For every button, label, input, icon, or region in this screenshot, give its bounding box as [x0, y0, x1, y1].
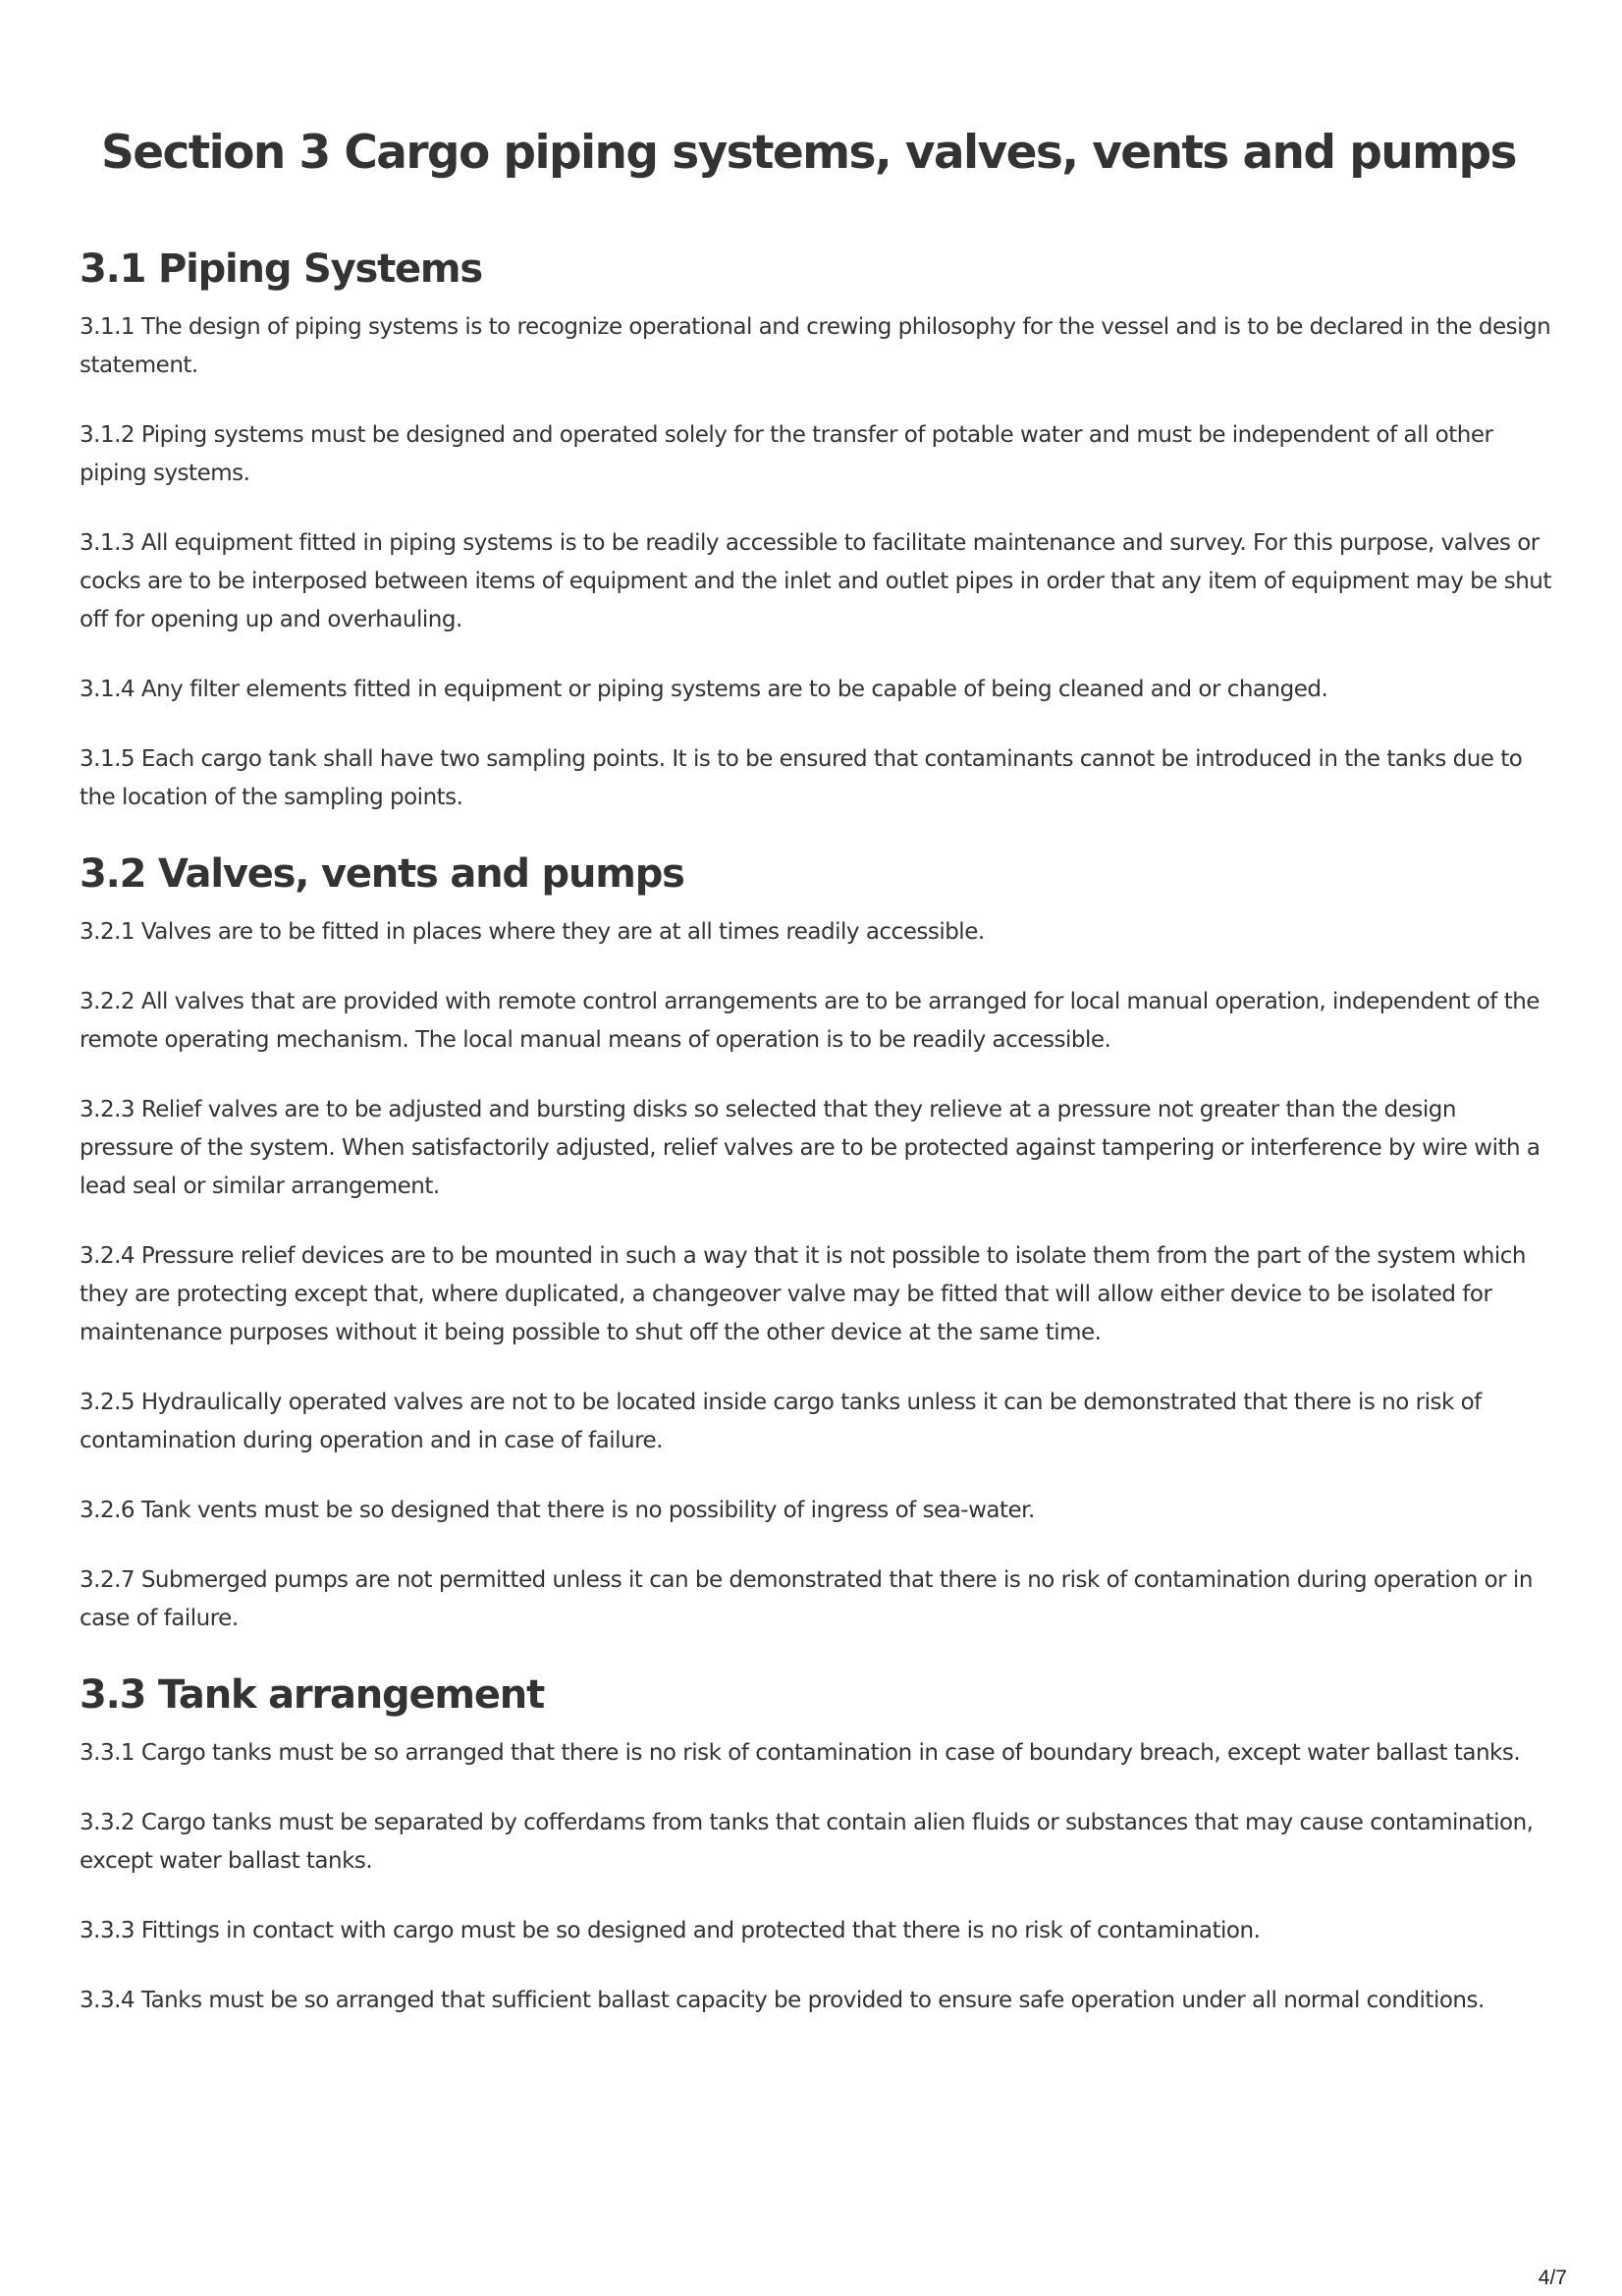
page-title: Section 3 Cargo piping systems, valves, vents and pumps	[101, 126, 1516, 180]
section-heading: 3.2 Valves, vents and pumps	[80, 851, 684, 897]
section-heading: 3.3 Tank arrangement	[80, 1672, 544, 1718]
paragraph-3-1-4: 3.1.4 Any filter elements fitted in equipment or piping systems are to be capable of being cleaned and or changed.	[80, 677, 1328, 702]
paragraph-3-2-5: 3.2.5 Hydraulically operated valves are not to be located inside cargo tanks unless it can be demonstrated that there is no risk of contamination during operation and in case of failure.	[80, 1390, 1482, 1453]
section-3-1	[80, 244, 1556, 817]
paragraph-3-2-2: 3.2.2 All valves that are provided with remote control arrangements are to be arranged for local manual operation, independent of the remote operating mechanism. The local manual means of operation is to be readily accessible.	[80, 989, 1540, 1053]
paragraph-3-2-6: 3.2.6 Tank vents must be so designed that there is no possibility of ingress of sea-water.	[80, 1498, 1035, 1523]
section-heading: 3.1 Piping Systems	[80, 246, 483, 292]
paragraph-3-1-3: 3.1.3 All equipment fitted in piping systems is to be readily accessible to facilitate maintenance and survey. For this purpose, valves or cocks are to be interposed between items of equipment and the inlet and outlet pipes in order that any item of equipment may be shut off for opening up and overhauling.	[80, 530, 1551, 632]
paragraph-3-3-4: 3.3.4 Tanks must be so arranged that sufficient ballast capacity be provided to ensure safe operation under all normal conditions.	[80, 1988, 1485, 2013]
paragraph-3-2-7: 3.2.7 Submerged pumps are not permitted unless it can be demonstrated that there is no risk of contamination during operation or in case of failure.	[80, 1567, 1533, 1631]
paragraph-3-3-1: 3.3.1 Cargo tanks must be so arranged that there is no risk of contamination in case of boundary breach, except water ballast tanks.	[80, 1740, 1521, 1766]
section-3-3	[80, 1669, 1556, 2020]
paragraph-3-2-3: 3.2.3 Relief valves are to be adjusted and bursting disks so selected that they relieve at a pressure not greater than the design pressure of the system. When satisfactorily adjusted, relief valves are to be protected against tampering or interference by wire with a lead seal or similar arrangement.	[80, 1097, 1541, 1199]
paragraph-3-1-2: 3.1.2 Piping systems must be designed and operated solely for the transfer of potable water and must be independent of all other piping systems.	[80, 422, 1493, 486]
paragraph-3-2-4: 3.2.4 Pressure relief devices are to be mounted in such a way that it is not possible to isolate them from the part of the system which they are protecting except that, where duplicated, a changeover valve may be fitted that will allow either device to be isolated for maintenance purposes without it being possible to shut off the other device at the same time.	[80, 1243, 1526, 1345]
paragraph-3-2-1: 3.2.1 Valves are to be fitted in places where they are at all times readily accessible.	[80, 919, 985, 945]
paragraph-3-1-5: 3.1.5 Each cargo tank shall have two sampling points. It is to be ensured that contaminants cannot be introduced in the tanks due to the location of the sampling points.	[80, 746, 1523, 810]
document-body	[80, 244, 1556, 2051]
paragraph-3-3-3: 3.3.3 Fittings in contact with cargo must be so designed and protected that there is no risk of contamination.	[80, 1918, 1261, 1943]
section-3-2	[80, 848, 1556, 1638]
paragraph-3-1-1: 3.1.1 The design of piping systems is to recognize operational and crewing philosophy for the vessel and is to be declared in the design statement.	[80, 314, 1551, 378]
page-number: 4/7	[1538, 2267, 1567, 2289]
paragraph-3-3-2: 3.3.2 Cargo tanks must be separated by cofferdams from tanks that contain alien fluids or substances that may cause contamination, except water ballast tanks.	[80, 1810, 1534, 1874]
